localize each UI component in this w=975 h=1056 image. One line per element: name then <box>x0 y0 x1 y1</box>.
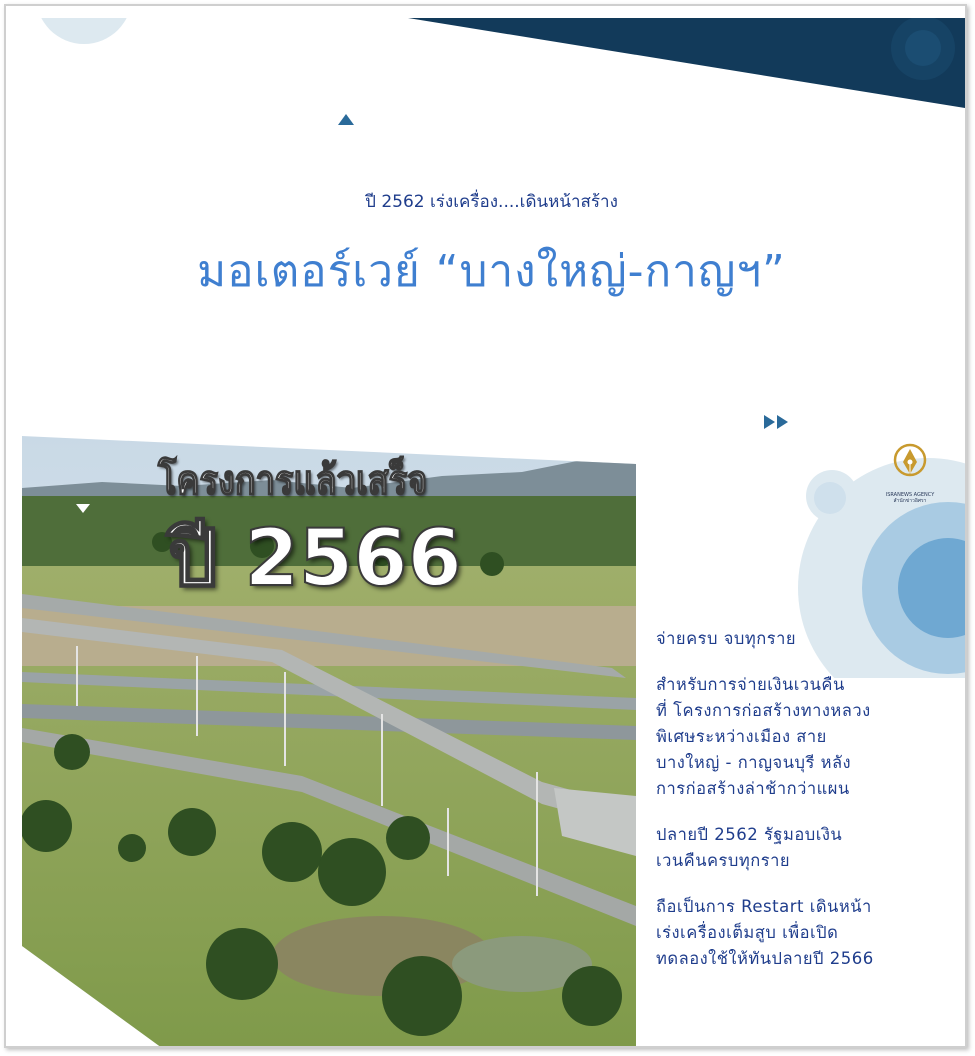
page-subtitle: ปี 2562 เร่งเครื่อง....เดินหน้าสร้าง <box>365 192 618 212</box>
para1-line: บางใหญ่ - กาญจนบุรี หลัง <box>656 753 852 772</box>
para3-line: ถือเป็นการ Restart เดินหน้า <box>656 897 872 916</box>
photo-overlay-title: โครงการแล้วเสร็จ <box>158 458 428 504</box>
article-text-column <box>656 626 956 972</box>
photo-overlay-year: ปี 2566 <box>168 514 462 604</box>
news-agency-logo <box>880 440 940 510</box>
slide-page <box>18 18 965 1048</box>
para3-line: เร่งเครื่องเต็มสูบ เพื่อเปิด <box>656 923 839 942</box>
para1-line: ที่ โครงการก่อสร้างทางหลวง <box>656 701 871 720</box>
logo-caption: ISRANEWS AGENCY สำนักข่าวอิศรา <box>885 492 935 504</box>
para2-line: เวนคืนครบทุกราย <box>656 851 791 870</box>
navy-corner-banner <box>18 18 965 128</box>
pen-nib-logo-icon <box>880 440 940 492</box>
page-title: มอเตอร์เวย์ “บางใหญ่-กาญฯ” <box>197 246 786 297</box>
triangle-up-icon <box>338 114 354 125</box>
para3-line: ทดลองใช้ให้ทันปลายปี 2566 <box>656 949 874 968</box>
page-frame <box>4 4 967 1048</box>
triangle-down-icon <box>76 504 90 513</box>
para1-line: สำหรับการจ่ายเงินเวนคืน <box>656 675 845 694</box>
para1-line: การก่อสร้างล่าช้ากว่าแผน <box>656 779 850 798</box>
para2-line: ปลายปี 2562 รัฐมอบเงิน <box>656 825 843 844</box>
double-arrow-right-icon <box>764 414 796 430</box>
article-heading: จ่ายครบ จบทุกราย <box>656 629 797 648</box>
para1-line: พิเศษระหว่างเมือง สาย <box>656 727 827 746</box>
